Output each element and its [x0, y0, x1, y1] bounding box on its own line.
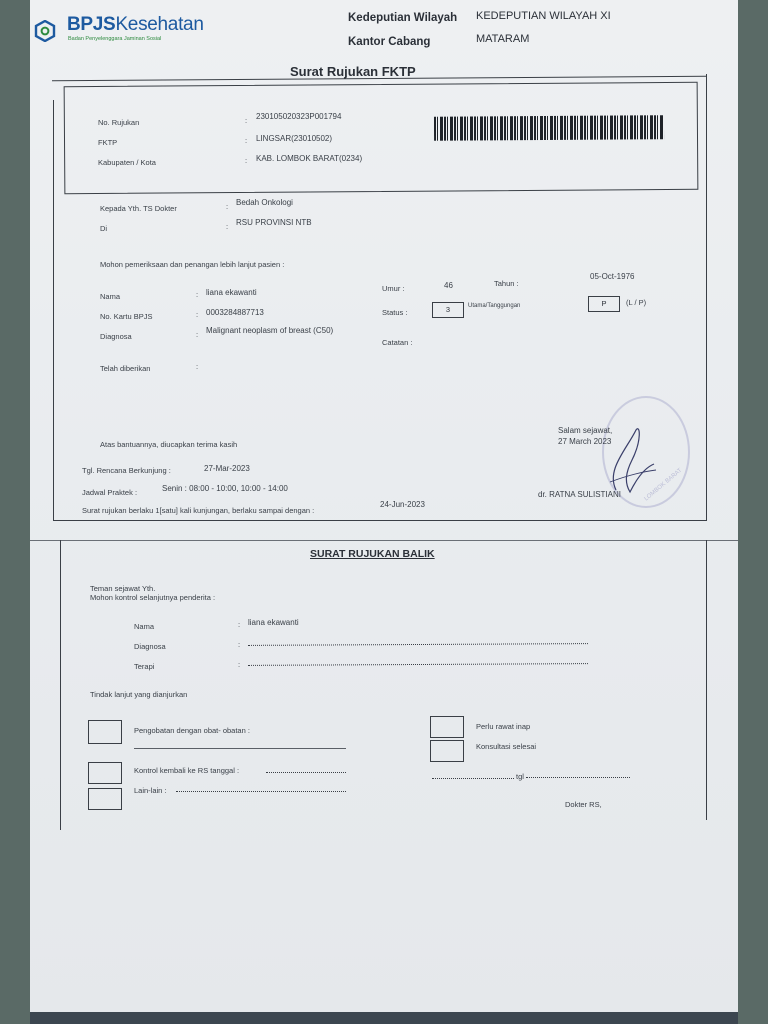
balik-nama-label: Nama — [134, 622, 155, 631]
terapi-label: Terapi — [134, 662, 155, 671]
pengobatan-label: Pengobatan dengan obat- obatan : — [134, 726, 250, 735]
status-value-box: 3 — [432, 302, 464, 318]
frame-left-line — [53, 100, 54, 520]
no-rujukan-label: No. Rujukan — [98, 118, 140, 127]
balik-left-line — [60, 540, 61, 830]
rawat-inap-checkbox[interactable] — [430, 716, 464, 738]
kepada-value: Bedah Onkologi — [236, 198, 293, 207]
kontrol-checkbox[interactable] — [88, 762, 122, 784]
diagnosa-label: Diagnosa — [100, 332, 132, 341]
kartu-value: 0003284887713 — [206, 308, 264, 317]
section-divider — [30, 540, 738, 541]
berlaku-text: Surat rujukan berlaku 1[satu] kali kunjungan, berlaku sampai dengan : — [82, 506, 315, 515]
kepada-label: Kepada Yth. TS Dokter — [100, 204, 177, 213]
tempat-line[interactable] — [432, 778, 514, 779]
referral-barcode — [434, 115, 664, 141]
tahun-label: Tahun : — [494, 279, 519, 288]
fktp-value: LINGSAR(23010502) — [256, 134, 333, 143]
referral-letter-page: BPJSKesehatan Badan Penyelenggara Jaminan Sosial Kedeputian Wilayah KEDEPUTIAN WILAYAH XI Kantor Cabang MATARAM Surat Rujukan FKTP No. Rujukan : 230105020323P001794 FKTP : LINGSAR(23010502) Kabupaten / Kota : KAB. LOMBOK BARAT(0234) Kepada Yth. TS Dokter : Bedah Onkologi Di : RSU PROVINSI NTB Mohon pemeriksaan dan penangan lebih lanjut pasien : Nama : liana ekawanti No. Kartu BPJS : 0003284887713 Diagnosa : Malignant neoplasm of breast (C50) Umur : 46 Tahun : 05-Oct-1976 Status : 3 Utama/Tanggungan P (L / P) Catatan : Telah diberikan : Atas bantuannya, diucapkan terima kasih Tgl. Rencana Berkunjung : 27-Mar-2023 Jadwal Praktek : Senin : 08:00 - 10:00, 10:00 - 14:00 Surat rujukan berlaku 1[satu] kali kunjungan, berlaku sampai dengan : 24-Jun-2023 LOMBOK BARAT Salam sejawat, 27 March 2023 dr. RATNA SULISTIANI SURAT RUJUKAN BALIK Teman sejawat Yth. Mohon kontrol selanjutnya penderita : Nama : liana ekawanti Diagnosa : Terapi : Tindak lanjut yang dianjurkan Pengobatan dengan obat- obatan : Kontrol kembali ke RS tanggal : Lain-lain : Perlu rawat inap Konsultasi selesai tgl Dokter RS, — [30, 0, 738, 1024]
konsultasi-label: Konsultasi selesai — [476, 742, 537, 751]
tindak-lanjut-text: Tindak lanjut yang dianjurkan — [90, 690, 188, 699]
tgl-line[interactable] — [526, 777, 630, 778]
konsultasi-checkbox[interactable] — [430, 740, 464, 762]
dokter-rs-label: Dokter RS, — [565, 800, 602, 809]
pengobatan-checkbox[interactable] — [88, 720, 122, 744]
fktp-label: FKTP — [98, 138, 118, 147]
jadwal-value: Senin : 08:00 - 10:00, 10:00 - 14:00 — [162, 484, 288, 493]
rencana-label: Tgl. Rencana Berkunjung : — [82, 466, 171, 475]
jadwal-label: Jadwal Praktek : — [82, 488, 138, 497]
kontrol-date-line[interactable] — [266, 772, 346, 773]
diagnosa-value: Malignant neoplasm of breast (C50) — [206, 326, 334, 335]
telah-diberikan-label: Telah diberikan — [100, 364, 151, 373]
official-stamp: LOMBOK BARAT — [602, 396, 690, 508]
balik-right-line — [706, 540, 707, 820]
bpjs-logo-icon — [34, 20, 56, 42]
dokter-name: dr. RATNA SULISTIANI — [538, 490, 621, 499]
no-rujukan-value: 230105020323P001794 — [256, 112, 342, 121]
teman-text: Teman sejawat Yth. — [90, 584, 156, 593]
frame-right-line — [706, 74, 707, 520]
rencana-value: 27-Mar-2023 — [204, 464, 250, 473]
di-value: RSU PROVINSI NTB — [236, 218, 312, 227]
catatan-label: Catatan : — [382, 338, 413, 347]
terima-kasih-text: Atas bantuannya, diucapkan terima kasih — [100, 440, 238, 449]
kabupaten-value: KAB. LOMBOK BARAT(0234) — [256, 154, 363, 163]
page-title: Surat Rujukan FKTP — [290, 64, 416, 79]
logo-subtitle: Badan Penyelenggara Jaminan Sosial — [68, 36, 162, 42]
wilayah-label: Kedeputian Wilayah — [348, 12, 458, 24]
tanggal-text: 27 March 2023 — [558, 437, 612, 446]
lain-label: Lain-lain : — [134, 786, 167, 795]
tahun-value: 05-Oct-1976 — [590, 272, 635, 281]
lain-line[interactable] — [176, 791, 346, 792]
gender-value-box: P — [588, 296, 620, 312]
kabupaten-label: Kabupaten / Kota — [98, 158, 156, 167]
cabang-value: MATARAM — [476, 33, 530, 45]
logo-wordmark: BPJSKesehatan — [67, 14, 204, 35]
lain-checkbox[interactable] — [88, 788, 122, 810]
tgl-label: tgl — [516, 772, 524, 781]
balik-title: SURAT RUJUKAN BALIK — [310, 548, 435, 560]
balik-nama-value: liana ekawanti — [248, 618, 299, 627]
umur-value: 46 — [444, 281, 453, 290]
pasien-intro: Mohon pemeriksaan dan penangan lebih lanjut pasien : — [100, 260, 285, 269]
pengobatan-line[interactable] — [134, 748, 346, 749]
wilayah-value: KEDEPUTIAN WILAYAH XI — [476, 10, 611, 22]
balik-diagnosa-label: Diagnosa — [134, 642, 166, 651]
umur-label: Umur : — [382, 284, 405, 293]
kartu-label: No. Kartu BPJS — [100, 312, 153, 321]
status-label: Status : — [382, 308, 408, 317]
terapi-line[interactable] — [248, 663, 588, 666]
status-note: Utama/Tanggungan — [468, 303, 521, 309]
rawat-inap-label: Perlu rawat inap — [476, 722, 531, 731]
gender-note: (L / P) — [626, 298, 647, 307]
diagnosa-line[interactable] — [248, 643, 588, 646]
salam-text: Salam sejawat, — [558, 426, 613, 435]
frame-bottom-line — [53, 520, 707, 521]
nama-label: Nama — [100, 292, 121, 301]
signature-icon — [596, 420, 660, 500]
kontrol-label: Kontrol kembali ke RS tanggal : — [134, 766, 240, 775]
bottom-edge — [30, 1012, 738, 1024]
cabang-label: Kantor Cabang — [348, 36, 431, 48]
berlaku-value: 24-Jun-2023 — [380, 500, 425, 509]
nama-value: liana ekawanti — [206, 288, 257, 297]
mohon-text: Mohon kontrol selanjutnya penderita : — [90, 593, 216, 602]
di-label: Di — [100, 224, 108, 233]
